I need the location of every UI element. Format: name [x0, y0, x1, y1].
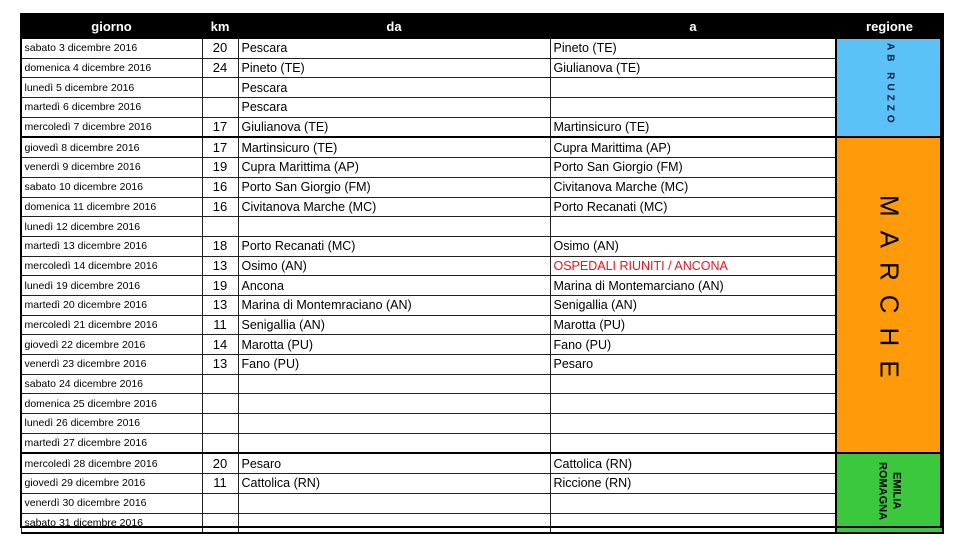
table-row: [21, 374, 943, 394]
cell-da: [238, 374, 550, 394]
cell-da: [238, 513, 550, 533]
header-da: da: [238, 14, 550, 38]
cell-giorno: mercoledì 21 dicembre 2016: [21, 315, 202, 335]
cell-km: [202, 433, 238, 453]
table-row: [21, 276, 943, 296]
cell-da: Cupra Marittima (AP): [238, 158, 550, 178]
cell-da: Cattolica (RN): [238, 474, 550, 494]
cell-giorno: domenica 4 dicembre 2016: [21, 58, 202, 78]
cell-km: 11: [202, 474, 238, 494]
cell-a: [550, 374, 836, 394]
table-row: [21, 513, 943, 533]
cell-a: Porto Recanati (MC): [550, 197, 836, 217]
cell-km: [202, 513, 238, 533]
cell-da: Martinsicuro (TE): [238, 137, 550, 157]
cell-da: Porto Recanati (MC): [238, 236, 550, 256]
cell-km: 13: [202, 355, 238, 375]
table-row: [21, 256, 943, 276]
cell-giorno: sabato 3 dicembre 2016: [21, 38, 202, 58]
cell-da: Pescara: [238, 98, 550, 118]
cell-da: Osimo (AN): [238, 256, 550, 276]
table-row: [21, 197, 943, 217]
region-cell: [836, 453, 943, 533]
cell-giorno: martedì 6 dicembre 2016: [21, 98, 202, 118]
region-label: EMILIA ROMAGNA: [876, 461, 903, 520]
table-row: [21, 137, 943, 157]
table-row: [21, 38, 943, 58]
cell-a: Riccione (RN): [550, 474, 836, 494]
cell-giorno: domenica 25 dicembre 2016: [21, 394, 202, 414]
header-giorno: giorno: [21, 14, 202, 38]
cell-da: Pescara: [238, 78, 550, 98]
cell-da: Marina di Montemraciano (AN): [238, 295, 550, 315]
cell-a: Senigallia (AN): [550, 295, 836, 315]
cell-giorno: martedì 13 dicembre 2016: [21, 236, 202, 256]
cell-giorno: domenica 11 dicembre 2016: [21, 197, 202, 217]
cell-km: [202, 374, 238, 394]
header-row: [21, 14, 943, 38]
cell-a: Fano (PU): [550, 335, 836, 355]
table-row: [21, 295, 943, 315]
cell-a: [550, 433, 836, 453]
table-row: [21, 98, 943, 118]
table-row: [21, 474, 943, 494]
table-row: [21, 394, 943, 414]
cell-km: 20: [202, 38, 238, 58]
header-a: a: [550, 14, 836, 38]
cell-giorno: venerdì 30 dicembre 2016: [21, 493, 202, 513]
cell-a: Cattolica (RN): [550, 453, 836, 473]
cell-giorno: venerdì 23 dicembre 2016: [21, 355, 202, 375]
cell-giorno: lunedì 5 dicembre 2016: [21, 78, 202, 98]
cell-a: Cupra Marittima (AP): [550, 137, 836, 157]
table-row: [21, 117, 943, 137]
cell-a: [550, 493, 836, 513]
table-row: [21, 158, 943, 178]
cell-km: [202, 217, 238, 237]
cell-da: Porto San Giorgio (FM): [238, 177, 550, 197]
cell-km: 13: [202, 256, 238, 276]
cell-a: Marotta (PU): [550, 315, 836, 335]
cell-km: 19: [202, 158, 238, 178]
cell-a: [550, 414, 836, 434]
table-row: [21, 335, 943, 355]
cell-da: Pesaro: [238, 453, 550, 473]
cell-km: 17: [202, 137, 238, 157]
cell-a: [550, 78, 836, 98]
cell-km: [202, 78, 238, 98]
table-row: [21, 355, 943, 375]
cell-a: Civitanova Marche (MC): [550, 177, 836, 197]
table-row: [21, 58, 943, 78]
cell-a: Giulianova (TE): [550, 58, 836, 78]
cell-km: [202, 394, 238, 414]
cell-km: 18: [202, 236, 238, 256]
cell-km: 24: [202, 58, 238, 78]
table-row: [21, 453, 943, 473]
cell-giorno: lunedì 26 dicembre 2016: [21, 414, 202, 434]
cell-giorno: martedì 20 dicembre 2016: [21, 295, 202, 315]
cell-a: Martinsicuro (TE): [550, 117, 836, 137]
table-row: [21, 217, 943, 237]
cell-da: [238, 414, 550, 434]
cell-giorno: giovedì 29 dicembre 2016: [21, 474, 202, 494]
cell-a: Marina di Montemarciano (AN): [550, 276, 836, 296]
cell-a: [550, 513, 836, 533]
cell-da: Fano (PU): [238, 355, 550, 375]
cell-km: 17: [202, 117, 238, 137]
header-km: km: [202, 14, 238, 38]
table-row: [21, 177, 943, 197]
region-cell: [836, 137, 943, 453]
cell-a: [550, 394, 836, 414]
cell-giorno: mercoledì 28 dicembre 2016: [21, 453, 202, 473]
cell-da: [238, 493, 550, 513]
cell-da: [238, 217, 550, 237]
table-row: [21, 315, 943, 335]
table-row: [21, 414, 943, 434]
cell-km: 13: [202, 295, 238, 315]
cell-km: [202, 98, 238, 118]
cell-da: Giulianova (TE): [238, 117, 550, 137]
cell-a: Pineto (TE): [550, 38, 836, 58]
cell-da: Ancona: [238, 276, 550, 296]
region-label: AB RUZZO: [884, 43, 896, 128]
table-row: [21, 78, 943, 98]
cell-giorno: lunedì 19 dicembre 2016: [21, 276, 202, 296]
cell-giorno: sabato 24 dicembre 2016: [21, 374, 202, 394]
header-regione: regione: [836, 14, 943, 38]
cell-da: [238, 433, 550, 453]
cell-giorno: mercoledì 7 dicembre 2016: [21, 117, 202, 137]
cell-a: Osimo (AN): [550, 236, 836, 256]
cell-da: Senigallia (AN): [238, 315, 550, 335]
cell-km: 14: [202, 335, 238, 355]
table-row: [21, 493, 943, 513]
cell-giorno: martedì 27 dicembre 2016: [21, 433, 202, 453]
table-row: [21, 236, 943, 256]
cell-a: Pesaro: [550, 355, 836, 375]
cell-da: Marotta (PU): [238, 335, 550, 355]
cell-giorno: giovedì 22 dicembre 2016: [21, 335, 202, 355]
cell-a: [550, 217, 836, 237]
cell-da: [238, 394, 550, 414]
table-row: [21, 433, 943, 453]
itinerary-table: [20, 13, 944, 534]
cell-km: 16: [202, 197, 238, 217]
cell-a: [550, 98, 836, 118]
cell-giorno: sabato 10 dicembre 2016: [21, 177, 202, 197]
cell-km: 16: [202, 177, 238, 197]
cell-km: 19: [202, 276, 238, 296]
cell-da: Civitanova Marche (MC): [238, 197, 550, 217]
cell-a: OSPEDALI RIUNITI / ANCONA: [550, 256, 836, 276]
cell-giorno: sabato 31 dicembre 2016: [21, 513, 202, 533]
cell-a: Porto San Giorgio (FM): [550, 158, 836, 178]
cell-giorno: lunedì 12 dicembre 2016: [21, 217, 202, 237]
cell-km: 20: [202, 453, 238, 473]
cell-km: [202, 414, 238, 434]
cell-da: Pescara: [238, 38, 550, 58]
cell-giorno: giovedì 8 dicembre 2016: [21, 137, 202, 157]
cell-giorno: venerdì 9 dicembre 2016: [21, 158, 202, 178]
cell-da: Pineto (TE): [238, 58, 550, 78]
cell-km: [202, 493, 238, 513]
cell-giorno: mercoledì 14 dicembre 2016: [21, 256, 202, 276]
region-cell: [836, 38, 943, 137]
region-label: MARCHE: [874, 194, 905, 392]
cell-km: 11: [202, 315, 238, 335]
